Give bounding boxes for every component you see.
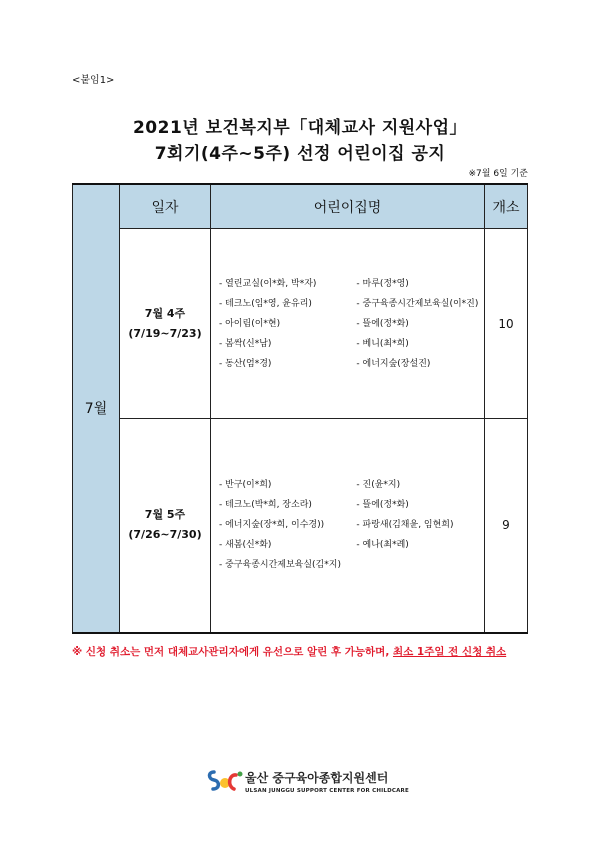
daycare-column-1 bbox=[219, 274, 356, 374]
cancellation-notice bbox=[72, 642, 532, 662]
list-item: - 중구육종시간제보육실(김*지) bbox=[219, 560, 341, 571]
org-name-korean: 울산 중구육아종합지원센터 bbox=[245, 770, 389, 785]
month-cell: 7월 bbox=[73, 184, 120, 633]
title-line-1: 2021년 보건복지부「대체교사 지원사업」 bbox=[132, 118, 468, 138]
list-item: - 에너지숲(장설진) bbox=[356, 358, 431, 369]
footer bbox=[205, 766, 409, 796]
date-cell bbox=[120, 229, 211, 419]
list-item: - 동산(엄*경) bbox=[219, 358, 272, 369]
table-row bbox=[73, 419, 528, 633]
basis-date: ※7월 6일 기준 bbox=[468, 169, 528, 179]
daycare-column-2 bbox=[356, 274, 484, 374]
title-line-2: 7회기(4주~5주) 선정 어린이집 공지 bbox=[154, 144, 446, 164]
count-cell: 9 bbox=[485, 419, 528, 633]
header-count: 개소 bbox=[485, 184, 528, 229]
list-item: - 반구(이*희) bbox=[219, 480, 272, 491]
list-item: - 아이림(이*현) bbox=[219, 318, 281, 329]
date-range: (7/26~7/30) bbox=[128, 528, 202, 542]
list-item: - 파랑새(김채윤, 임현희) bbox=[356, 520, 454, 531]
selection-table bbox=[72, 183, 528, 634]
date-cell bbox=[120, 419, 211, 633]
daycare-list bbox=[211, 419, 485, 633]
notice-mark: ※ bbox=[72, 646, 83, 658]
list-item: - 예나(최*례) bbox=[356, 540, 409, 551]
list-item: - 테크노(박*희, 장소라) bbox=[219, 500, 312, 511]
list-item: - 테크노(임*영, 윤유리) bbox=[219, 298, 312, 309]
list-item: - 베니(최*희) bbox=[356, 338, 409, 349]
header-date: 일자 bbox=[120, 184, 211, 229]
attachment-label: <붙임1> bbox=[72, 75, 115, 86]
list-item: - 열린교실(이*화, 박*자) bbox=[219, 278, 317, 289]
daycare-column-2 bbox=[356, 475, 484, 555]
center-logo-icon bbox=[205, 766, 245, 796]
week-label: 7월 4주 bbox=[144, 306, 186, 320]
list-item: - 중구육종시간제보육실(이*진) bbox=[356, 298, 479, 309]
notice-underlined: 최소 1주일 전 신청 취소 bbox=[392, 646, 507, 658]
notice-text: 신청 취소는 먼저 대체교사관리자에게 유선으로 알린 후 가능하며, bbox=[82, 646, 393, 658]
list-item: - 봄싹(신*남) bbox=[219, 338, 272, 349]
org-name-english: ULSAN JUNGGU SUPPORT CENTER FOR CHILDCARE bbox=[245, 787, 409, 794]
daycare-list bbox=[211, 229, 485, 419]
header-row bbox=[73, 184, 528, 229]
table-row bbox=[73, 229, 528, 419]
list-item: - 마루(정*영) bbox=[356, 278, 409, 289]
header-name: 어린이집명 bbox=[211, 184, 485, 229]
week-label: 7월 5주 bbox=[144, 508, 186, 522]
list-item: - 진(윤*지) bbox=[356, 480, 401, 491]
list-item: - 에너지숲(장*희, 이수경)) bbox=[219, 520, 325, 531]
date-range: (7/19~7/23) bbox=[128, 326, 202, 340]
list-item: - 뜰에(정*화) bbox=[356, 318, 409, 329]
list-item: - 새봄(신*화) bbox=[219, 540, 272, 551]
count-cell: 10 bbox=[485, 229, 528, 419]
daycare-column-1 bbox=[219, 475, 356, 575]
list-item: - 뜰에(정*화) bbox=[356, 500, 409, 511]
